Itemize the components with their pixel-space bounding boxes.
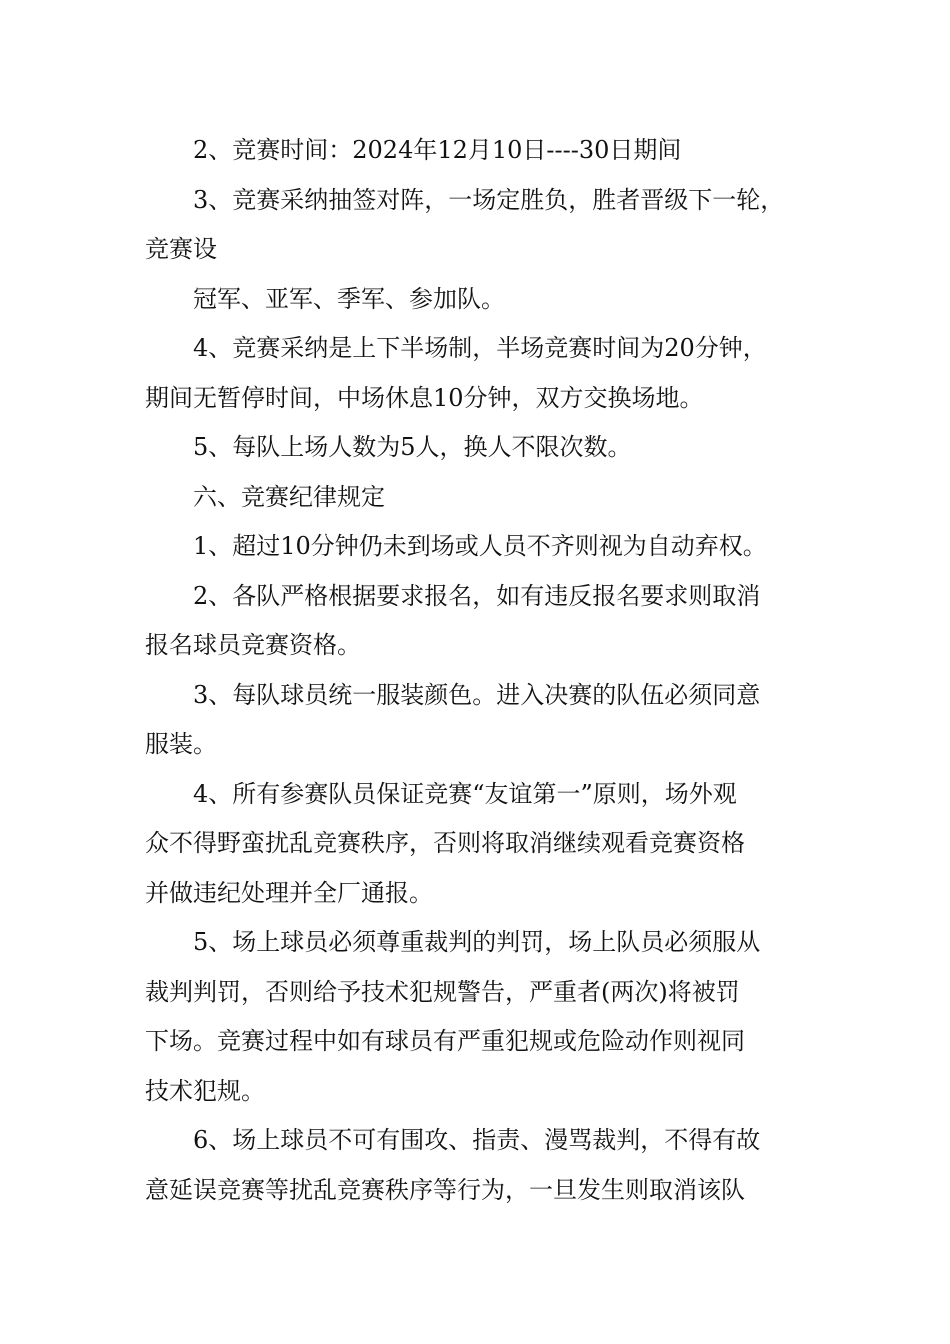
document-body (145, 126, 810, 1215)
text-line-14: 4、所有参赛队员保证竞赛“友谊第一”原则，场外观 (193, 779, 737, 808)
section-heading: 六、竞赛纪律规定 (193, 482, 385, 511)
text-line-10: 2、各队严格根据要求报名，如有违反报名要求则取消 (193, 581, 761, 610)
text-line-19: 下场。竞赛过程中如有球员有严重犯规或危险动作则视同 (145, 1027, 745, 1055)
text-line-15: 众不得野蛮扰乱竞赛秩序，否则将取消继续观看竞赛资格 (145, 829, 745, 857)
text-line-2: 3、竞赛采纳抽签对阵，一场定胜负，胜者晋级下一轮， (193, 185, 785, 214)
text-line-9: 1、超过10分钟仍未到场或人员不齐则视为自动弃权。 (193, 532, 767, 560)
text-line-4: 冠军、亚军、季军、参加队。 (193, 284, 505, 313)
text-line-20: 技术犯规。 (145, 1076, 265, 1105)
text-line-5: 4、竞赛采纳是上下半场制，半场竞赛时间为20分钟， (193, 334, 767, 362)
text-line-7: 5、每队上场人数为5人，换人不限次数。 (193, 433, 632, 461)
text-line-6: 期间无暂停时间，中场休息10分钟，双方交换场地。 (145, 383, 704, 412)
text-line-1: 2、竞赛时间：2024年12月10日----30日期间 (193, 136, 682, 164)
text-line-22: 意延误竞赛等扰乱竞赛秩序等行为，一旦发生则取消该队 (145, 1175, 745, 1204)
text-line-13: 服装。 (145, 730, 217, 758)
text-line-16: 并做违纪处理并全厂通报。 (145, 878, 433, 907)
text-line-12: 3、每队球员统一服装颜色。进入决赛的队伍必须同意 (193, 680, 761, 709)
text-line-3: 竞赛设 (145, 235, 217, 263)
text-line-17: 5、场上球员必须尊重裁判的判罚，场上队员必须服从 (193, 928, 761, 956)
text-line-18: 裁判判罚，否则给予技术犯规警告，严重者(两次)将被罚 (145, 977, 740, 1006)
text-line-21: 6、场上球员不可有围攻、指责、漫骂裁判，不得有故 (193, 1126, 761, 1154)
text-line-11: 报名球员竞赛资格。 (145, 631, 361, 659)
